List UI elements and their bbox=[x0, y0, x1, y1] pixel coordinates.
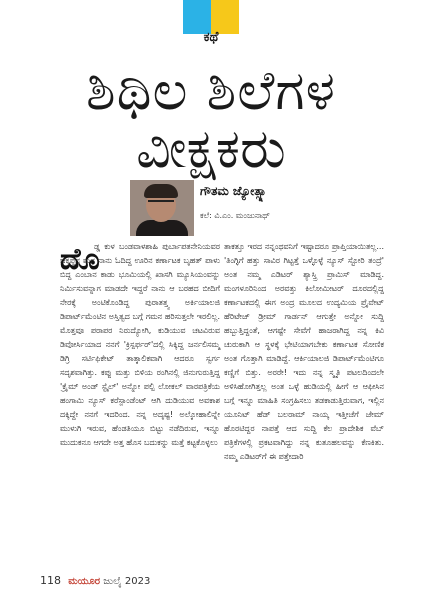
page-footer bbox=[40, 574, 150, 587]
drop-cap: ದೊ bbox=[60, 242, 100, 277]
story-title-line2: ವೀಕ್ಷಕರು bbox=[136, 117, 286, 180]
photo-shirt bbox=[136, 220, 188, 236]
right-column-text: ತಾಕತ್ತೂ ಇರದ ನನ್ನಂಥವನಿಗೆ ಇಷ್ಟಾದರೂ ಪ್ರಾಪ್ತಿಯಾಯಿತಲ್ಲ... 'ತಿಂಗ್ಳಿಗೆ ಹತ್ತು ಸಾವಿರ ಗಿಟ್ಟತ್ತೆ ಒಳ್ಳೊಳ್ಳೆ ನ್ಯೂಸ್ ಸ್ಟೋರಿ ತಂದ್ರೆ' ಅಂತ ನಮ್ಮ ಎಡಿಟರ್ ಶ್ಯಾಸ್ತ್ರಿ ಪ್ರಾಮಿಸ್ ಮಾಡಿದ್ದ. ಮಂಗಳೂರಿನಿಂದ ಅರವತ್ತು ಕಿಲೋಮೀಟರ್ ದೂರದಲ್ಲಿದ್ದ ಕರ್ಣಾಟಕದಲ್ಲಿ ಈಗ ಅಂದ್ರ ಮೂಲದ ಉದ್ಯಮಿಯ ಪ್ರೈವೇಟ್ ಹೆರಿಟೇಜ್ ಡ್ರೀಮ್ ಗಾರ್ಡನ್ ಆಗುತ್ತೇ ಅನ್ನೋ ಸುದ್ದಿ ಹಬ್ಬುತ್ತಿದ್ದಂತೆ, ಆಗಷ್ಟೇ ಸೇವೆಗೆ ಹಾಜರಾಗಿದ್ದ ನನ್ನ ಕಿವಿ ಚುರುಕಾಗಿ ಆ ಸ್ಥಳಕ್ಕೆ ಭೇಟಿಯಾಗಬೇಕು ಕರ್ಣಾಟಕ ಸೋಣಿಕ ಅಂತ ಗೊತ್ತಾಗಿ ಮಾಡಿದ್ದೆ. ಆರ್ಕಿಯಾಲಜಿ ಡಿಪಾರ್ಟ್‌ಮೆಂಟಿಗೂ ಕಣ್ಣಿಗೆ ಬಿತ್ತು. ಅರರೇ! ಇದು ನನ್ನ ಸ್ಮೃತಿ ಪಟಲದಿಂದಲೇ ಅಳಿಸಿಹೋಗಿತ್ತಲ್ಲ ಅಂತ ಒಳ್ಳೆ ಹುಡಿಯಲ್ಲಿ ಹೀಗೆ ಆ ಆಫೀಸಿನ ಬಗ್ಗೆ ಇನ್ನೂ ಮಾಹಿತಿ ಸಂಗ್ರಹಿಸಲು ತಡಕಾಡುತ್ತಿರುವಾಗ, ಇಲ್ಲಿನ ಯೂನಿಟ್ ಹೆಡ್ ಬಲರಾಮ್ ನಾಯ್ಕ ಇತ್ತೀಚೆಗೆ ಜೇಮ್ ಹೊರಟಿದ್ದರ ನಾಪತ್ತೆ ಆದ ಸುದ್ದಿ ಕೆಲ ಪ್ರಾದೇಶಿಕ ವೆಬ್ ಪತ್ರಿಕೆಗಳಲ್ಲಿ ಪ್ರಕಟವಾಗಿದ್ದು ನನ್ನ ಕುತೂಹಲವನ್ನು ಕೆಣಕಿತು. ನಮ್ಮ ಎಡಿಟರ್‌ಗೆ ಈ ಪತ್ತೇದಾರಿ bbox=[224, 242, 384, 461]
photo-hair bbox=[144, 184, 178, 198]
logo-blue-block bbox=[183, 0, 211, 34]
section-label: ಕಥೆ bbox=[203, 30, 219, 45]
issue-month: ಜುಲೈ 2023 bbox=[103, 576, 151, 587]
magazine-name: ಮಯೂರ bbox=[68, 576, 101, 587]
logo-yellow-block bbox=[211, 0, 239, 34]
section-logo bbox=[183, 0, 239, 52]
author-name: ಗೌತಮ ಜ್ಯೋತ್ಸ್ನಾ bbox=[200, 184, 268, 198]
author-photo bbox=[130, 180, 194, 236]
body-column-left bbox=[60, 240, 220, 450]
body-column-right bbox=[224, 240, 384, 464]
photo-glasses bbox=[148, 200, 174, 207]
left-column-text: ಡ್ಡ ಕುಳ ಬಂಡವಾಳಶಾಹಿ ಪುರ್ಬಾಪತನೇನಿಯವರ ಚಿಕ್ಕಪ್ಪನ ಮಗ ನಾನು ಓದಿದ್ದ ಊರಿನ ಕರ್ಣಾಟಕ ಬೃಹತ್ ಪಾಳು ಬಿದ್ದ ಎಂಬಾನ ಕಾಡು ಭೂಮಿಯಲ್ಲಿ ಖಾಸಗಿ ಮ್ಯೂಸಿಯಂವನ್ನು ನಿರ್ಮಿಸುವನ್ನಾಗ ಮಾಡದೇ ಇದ್ದರೆ ನಾನು ಆ ಬರಹದ ಬೀದಿಗೆ ನೇರಕ್ಕೆ ಅಂಟಿಕೊಂಡಿದ್ದ ಪುರಾತತ್ತ್ವ ಅರ್ಕಿಯಾಲಜಿ ಡಿಪಾರ್ಟ್‌ಮೆಂಟಿನ ಅಸ್ತಿತ್ವದ ಬಗ್ಗೆ ಗಮನ ಹರಿಸುತ್ತಲೇ ಇರಲಿಲ್ಲ. ಮೊತ್ತವೂ ಪರಾಪರ ನಿರುದ್ಯೋಗಿ, ಕುಡಿಯುವ ಚಟವಿರುವ ಡಿವೋರ್ಸಿಯಾದ ನನಗೆ 'ಕ್ರಿಸ್ಪರ್ಫರ್'ದಲ್ಲಿ ಸಿಕ್ಕಿದ್ದ ಜರ್ನಲಿಸಮ್ಮ ಡಿಗ್ರಿ ಸರ್ಟಿಫಿಕೇಟ್ ತಾತ್ಕಾಲಿಕವಾಗಿ ಆದರೂ ಸ್ವರ್ಗ ಸದೃಶವಾಗಿತ್ತು. ಕಪ್ಪು ಮತ್ತು ಬಿಳಿಯ ರಂಗಿನಲ್ಲಿ ಜಿನುಗುರುತ್ತಿದ್ದ 'ಕ್ರೈಮ್ ಅಂಡ್ ಸ್ಟೈಲ್' ಅನ್ನೋ ಪಲ್ಪಿ ಲೋಕಲ್ ವಾರಪತ್ರಿಕೆಯ ಹಂಗಾಮಿ ನ್ಯೂಸ್ ಕರೆಸ್ಪಾಂಡೆಂಟ್ ಆಗಿ ದುಡಿಯುವ ಅವಕಾಶ ದಕ್ಕಿದ್ದೇ ನನಗೆ ಇದರಿಂದ. ನನ್ನ ಅದೃಷ್ಟ! ಅಲ್ಕೋಹಾಲಿನ್ನೇ ಮುಳುಗಿ ಇರುವ, ಹೆಂಡತಿಯೂ ಬಿಟ್ಟು ನಡೆದಿರುವ, ಇನ್ನೂ ಮುದುಕನೂ ಆಗದೇ ಅತ್ತ ಹೊಸ ಬದುಕನ್ನು ಮತ್ತೆ ಕಟ್ಟಕೊಳ್ಳಲು bbox=[60, 242, 220, 447]
story-title-line1: ಶಿಥಿಲ ಶಿಲೆಗಳ bbox=[86, 59, 336, 122]
page-number: 118 bbox=[40, 574, 61, 587]
artist-credit: ಕಲೆ: ವಿ.ಎಂ. ಮಂಜುನಾಥ್ bbox=[200, 211, 270, 220]
